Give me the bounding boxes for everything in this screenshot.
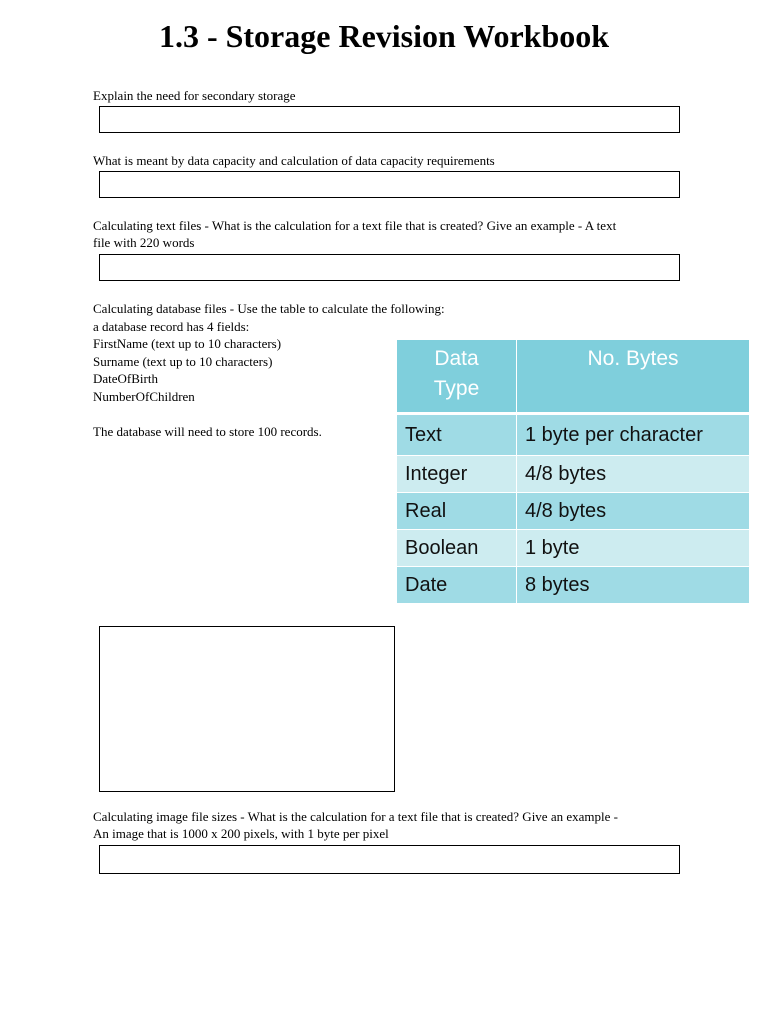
records-note: The database will need to store 100 records.	[93, 424, 322, 439]
cell-bytes: 8 bytes	[517, 567, 750, 604]
question-text: What is meant by data capacity and calculation of data capacity requirements	[93, 153, 495, 168]
field-item: Surname (text up to 10 characters)	[93, 353, 273, 369]
question-text: Explain the need for secondary storage	[93, 88, 296, 103]
cell-bytes: 4/8 bytes	[517, 456, 750, 493]
answer-box-database[interactable]	[99, 626, 395, 792]
field-item: DateOfBirth	[93, 371, 158, 386]
question-text-line: a database record has 4 fields:	[93, 318, 250, 334]
question-text-line: Calculating database files - Use the table to calculate the following:	[93, 301, 445, 316]
table-header-row	[397, 340, 750, 414]
table-row	[397, 493, 750, 530]
data-type-table	[396, 339, 750, 604]
cell-type: Boolean	[397, 530, 517, 567]
answer-box-text-files[interactable]	[99, 254, 680, 281]
field-item: FirstName (text up to 10 characters)	[93, 336, 282, 351]
question-text-line: An image that is 1000 x 200 pixels, with 1 byte per pixel	[93, 826, 389, 841]
cell-bytes: 1 byte	[517, 530, 750, 567]
answer-box-secondary-storage[interactable]	[99, 106, 680, 133]
cell-bytes: 4/8 bytes	[517, 493, 750, 530]
question-text-line: file with 220 words	[93, 235, 195, 250]
field-item: NumberOfChildren	[93, 388, 195, 404]
question-text-line: Calculating text files - What is the calculation for a text file that is created? Give an example - A text	[93, 218, 617, 233]
answer-box-data-capacity[interactable]	[99, 171, 680, 198]
table-row	[397, 530, 750, 567]
cell-type: Real	[397, 493, 517, 530]
header-no-bytes: No. Bytes	[517, 340, 750, 414]
answer-box-image-files[interactable]	[99, 845, 680, 874]
page-title: 1.3 - Storage Revision Workbook	[158, 18, 610, 54]
table-row	[397, 567, 750, 604]
cell-type: Integer	[397, 456, 517, 493]
cell-bytes: 1 byte per character	[517, 414, 750, 456]
question-database	[93, 300, 445, 405]
table-row	[397, 414, 750, 456]
question-data-capacity	[93, 152, 673, 169]
header-text: Type	[433, 377, 480, 400]
cell-type: Date	[397, 567, 517, 604]
cell-type: Text	[397, 414, 517, 456]
question-secondary-storage	[93, 87, 673, 104]
question-text-line: Calculating image file sizes - What is the calculation for a text file that is created? Give an example -	[93, 809, 618, 824]
table-row	[397, 456, 750, 493]
question-text-files	[93, 217, 673, 251]
header-data-type	[397, 340, 517, 414]
question-image-files	[93, 808, 673, 842]
header-text: Data	[434, 347, 479, 370]
